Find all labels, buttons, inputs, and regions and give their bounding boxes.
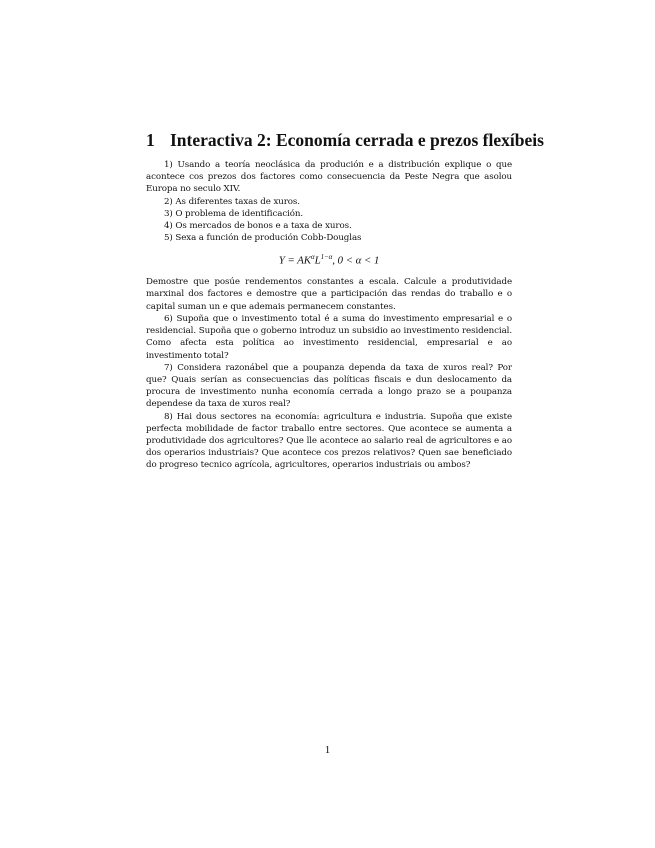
section-title: Interactiva 2: Economía cerrada e prezos flexíbeis [170, 130, 544, 150]
document-body [146, 159, 512, 472]
question-5-continuation: Demostre que posúe rendementos constantes a escala. Calcule a produtividade marxinal dos factores e demostre que a participación das rendas do traballo e o capital suman un e que ademais permanecem constantes. [146, 277, 512, 312]
question-2: 2) As diferentes taxas de xuros. [164, 196, 300, 207]
equation-exponent-labor: 1−α [320, 253, 333, 262]
page-number: 1 [324, 744, 331, 756]
section-heading [146, 130, 546, 151]
question-7: 7) Considera razonábel que a poupanza dependa da taxa de xuros real? Por que? Quais serían as consecuencias das políticas fiscais e dun deslocamento da procura de investimento nunha economía cerrada a longo prazo se a poupanza dependese da taxa de xuros real? [146, 362, 512, 410]
equation-exponent-capital: α [311, 253, 315, 262]
question-4: 4) Os mercados de bonos e a taxa de xuros. [164, 221, 352, 232]
question-8: 8) Hai dous sectores na economía: agricultura e industria. Supoña que existe perfecta mobilidade de factor traballo entre sectores. Que acontece se aumenta a produtividade dos agricultores? Que lle acontece ao salario real de agricultores e ao dos operarios industriais? Que acontece cos prezos relativos? Quen sae beneficiado do progreso tecnico agrícola, agricultores, operarios industriais ou ambos? [146, 411, 512, 471]
question-5: 5) Sexa a función de produción Cobb-Douglas [164, 233, 362, 244]
cobb-douglas-equation [146, 251, 512, 267]
equation-lhs: Y = AK [278, 255, 312, 268]
question-1: 1) Usando a teoría neoclásica da produción e a distribución explique o que acontece cos prezos dos factores como consecuencia da Peste Negra que asolou Europa no seculo XIV. [146, 160, 512, 195]
question-3: 3) O problema de identificación. [164, 208, 304, 219]
equation-labor: L [314, 255, 321, 268]
equation-condition: , 0 < α < 1 [332, 255, 380, 268]
question-6: 6) Supoña que o investimento total é a suma do investimento empresarial e o residencial. Supoña que o goberno introduz un subsidio ao investimento residencial. Como afecta esta política ao investimento residencial, empresarial e ao investimento total? [146, 313, 512, 361]
section-number: 1 [146, 130, 155, 150]
